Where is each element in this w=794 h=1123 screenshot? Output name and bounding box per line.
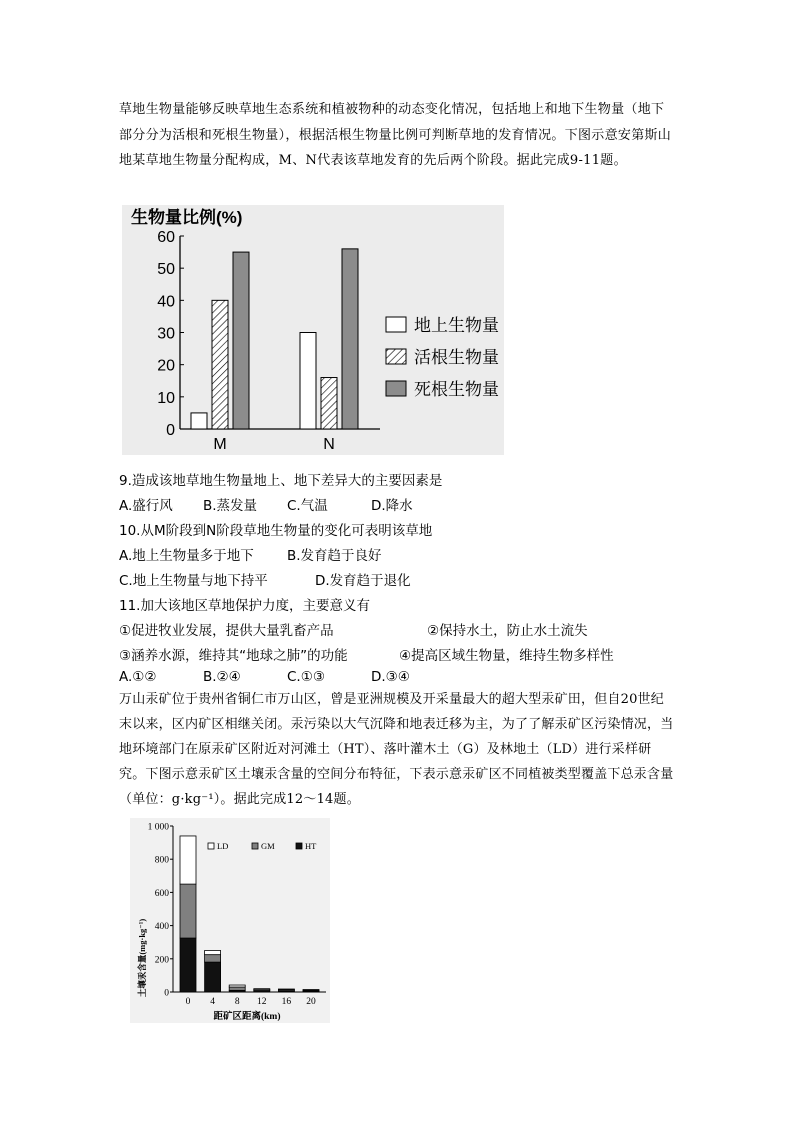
y-tick-label: 600 (154, 888, 169, 899)
x-tick-label: 0 (185, 997, 191, 1007)
x-tick-label: 16 (281, 997, 292, 1007)
q9-option-c[interactable]: C.气温 (287, 498, 328, 514)
q10-option-a[interactable]: A.地上生物量多于地下 (119, 548, 254, 564)
bar-M-死根生物量 (233, 252, 249, 429)
q11-statement-4: ④提高区域生物量，维持生物多样性 (399, 648, 614, 664)
x-axis-label: 距矿区距离(km) (213, 1012, 281, 1022)
y-tick-label: 0 (166, 422, 175, 439)
legend-label: LD (217, 841, 229, 851)
bar-4km-LD (205, 951, 221, 955)
q11-statement-3: ③涵养水源，维持其“地球之肺”的功能 (119, 648, 348, 664)
q10-option-b[interactable]: B.发育趋于良好 (287, 548, 382, 564)
q11-option-b[interactable]: B.②④ (203, 669, 241, 685)
q10-option-c[interactable]: C.地上生物量与地下持平 (119, 573, 268, 589)
bar-0km-HT (180, 938, 196, 992)
y-tick-label: 400 (154, 922, 169, 933)
question-9-stem: 9.造成该地草地生物量地上、地下差异大的主要因素是 (119, 473, 443, 489)
y-tick-label: 20 (157, 357, 175, 375)
legend-swatch (296, 843, 302, 849)
bar-N-地上生物量 (300, 333, 316, 430)
bar-0km-GM (180, 884, 196, 938)
legend-label: GM (261, 841, 275, 851)
q11-option-c[interactable]: C.①③ (287, 669, 325, 685)
y-tick-label: 0 (164, 988, 169, 999)
mercury-chart (130, 818, 330, 1023)
q10-option-d[interactable]: D.发育趋于退化 (315, 573, 411, 589)
y-tick-label: 800 (154, 855, 169, 866)
bar-M-地上生物量 (191, 413, 207, 429)
legend-label: 死根生物量 (414, 380, 499, 399)
x-tick-label: 8 (234, 997, 240, 1007)
q9-option-b[interactable]: B.蒸发量 (203, 498, 258, 514)
x-tick-label: 12 (257, 997, 267, 1007)
y-axis-label: 土壤汞含量(mg·kg⁻¹) (137, 918, 147, 998)
legend-swatch (386, 349, 406, 364)
biomass-chart (122, 205, 504, 455)
y-tick-label: 60 (157, 229, 175, 246)
bar-4km-HT (205, 962, 221, 992)
x-tick-label: 4 (210, 997, 215, 1007)
q11-option-a[interactable]: A.①② (119, 669, 157, 685)
legend-label: HT (305, 841, 317, 851)
question-10-stem: 10.从M阶段到N阶段草地生物量的变化可表明该草地 (119, 523, 433, 539)
q11-option-d[interactable]: D.③④ (371, 669, 410, 685)
bar-M-活根生物量 (212, 300, 228, 429)
legend-label: 地上生物量 (414, 316, 499, 335)
bar-12km-LD (254, 989, 270, 990)
x-tick-label: 20 (306, 997, 316, 1007)
bar-8km-GM (229, 987, 245, 990)
y-axis-label: 生物量比例(%) (131, 208, 243, 227)
q11-statement-1: ①促进牧业发展，提供大量乳畜产品 (119, 623, 334, 639)
bar-N-活根生物量 (321, 378, 337, 429)
passage-mercury-mine: 万山汞矿位于贵州省铜仁市万山区，曾是亚洲规模及开采量最大的超大型汞矿田，但自20世纪末以来，区内矿区相继关闭。汞污染以大气沉降和地表迁移为主，为了了解汞矿区污染情况，当地环境部门在原汞矿区附近对河滩土（HT）、落叶灌木土（G）及林地土（LD）进行采样研究。下图示意汞矿区土壤汞含量的空间分布特征，下表示意汞矿区不同植被类型覆盖下总汞含量（单位：g·kg⁻¹）。据此完成12～14题。 (119, 692, 674, 807)
y-tick-label: 30 (157, 325, 175, 343)
y-tick-label: 10 (157, 389, 175, 407)
y-tick-label: 40 (157, 293, 175, 311)
bar-16km-LD (278, 989, 294, 990)
bar-0km-LD (180, 836, 196, 884)
bar-4km-GM (205, 955, 221, 962)
bar-20km-LD (303, 990, 319, 991)
legend-swatch (386, 317, 406, 332)
passage-grassland: 草地生物量能够反映草地生态系统和植被物种的动态变化情况，包括地上和地下生物量（地下部分分为活根和死根生物量），根据活根生物量比例可判断草地的发育情况。下图示意安第斯山地某草地生物量分配构成，M、N代表该草地发育的先后两个阶段。据此完成9-11题。 (119, 102, 672, 168)
bar-8km-LD (229, 985, 245, 987)
legend-swatch (386, 381, 406, 396)
y-tick-label: 50 (157, 261, 175, 279)
legend-swatch (252, 843, 258, 849)
y-tick-label: 1 000 (147, 822, 169, 833)
question-11-stem: 11.加大该地区草地保护力度，主要意义有 (119, 598, 370, 614)
x-tick-label: N (323, 436, 335, 453)
y-tick-label: 200 (154, 955, 169, 966)
q11-statement-2: ②保持水土，防止水土流失 (427, 623, 588, 639)
q9-option-a[interactable]: A.盛行风 (119, 498, 173, 514)
bar-N-死根生物量 (342, 249, 358, 429)
q9-option-d[interactable]: D.降水 (371, 498, 413, 514)
x-tick-label: M (213, 436, 227, 453)
legend-swatch (208, 843, 214, 849)
legend-label: 活根生物量 (414, 348, 499, 367)
